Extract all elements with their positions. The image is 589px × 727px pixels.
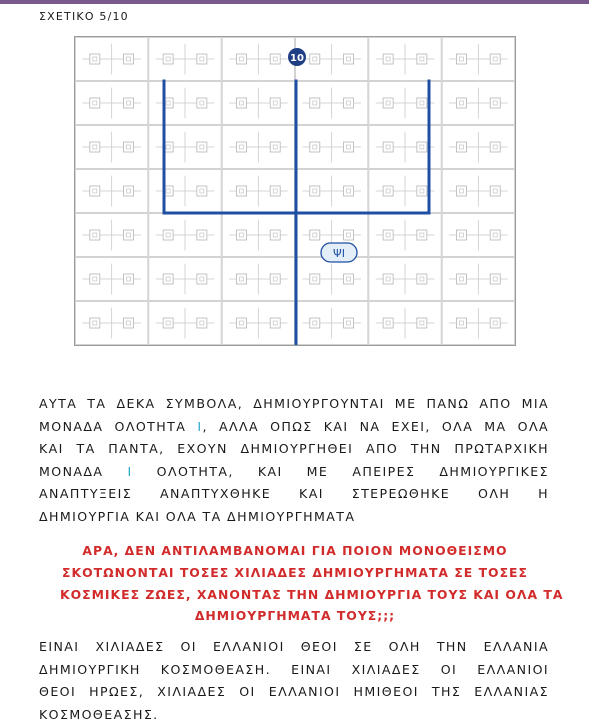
- cell-symbol-icon: [456, 98, 466, 108]
- cell-symbol-icon: [124, 142, 134, 152]
- grid-cell: [442, 258, 514, 301]
- grid-cell: [442, 38, 514, 81]
- grid-cell: [222, 82, 294, 125]
- cell-symbol-icon: [344, 186, 354, 196]
- cell-symbol-icon: [270, 142, 280, 152]
- grid-cell: [222, 258, 294, 301]
- cell-symbol-icon: [270, 54, 280, 64]
- paragraph-2-line: ΕΙΝΑΙ ΧΙΛΙΑΔΕΣ ΟΙ ΕΛΛΑΝΙΟΙ ΘΕΟΙ ΣΕ ΟΛΗ ΤΗΝ ΕΛΛΑΝΙΑ: [39, 639, 549, 654]
- grid-cell: [222, 38, 294, 81]
- cell-symbol-icon: [383, 142, 393, 152]
- cell-symbol-icon: [236, 318, 246, 328]
- cell-symbol-icon: [124, 274, 134, 284]
- cell-symbol-icon: [344, 230, 354, 240]
- grid-cell: [149, 126, 221, 169]
- paragraph-2-line: ΔΗΜΙΟΥΡΓΙΚΗ ΚΟΣΜΟΘΕΑΣΗ. ΕΙΝΑΙ ΧΙΛΙΑΔΕΣ ΟΙ ΕΛΛΑΝΙΟΙ: [39, 661, 549, 677]
- cell-symbol-icon: [236, 98, 246, 108]
- cell-symbol-icon: [163, 230, 173, 240]
- cell-symbol-icon: [310, 142, 320, 152]
- cell-symbol-icon: [417, 98, 427, 108]
- paragraph-1-line: ΜΟΝΑΔΑ Ι ΟΛΟΤΗΤΑ, ΚΑΙ ΜΕ ΑΠΕΙΡΕΣ ΔΗΜΙΟΥΡΓΙΚΕΣ: [39, 463, 549, 479]
- paragraph-1-line: ΜΟΝΑΔΑ ΟΛΟΤΗΤΑ Ι, ΑΛΛΑ ΟΠΩΣ ΚΑΙ ΝΑ ΕΧΕΙ, ΟΛΑ ΜΑ ΟΛΑ: [39, 418, 549, 434]
- cell-symbol-icon: [90, 54, 100, 64]
- cell-symbol-icon: [383, 54, 393, 64]
- cell-symbol-icon: [417, 318, 427, 328]
- grid-cell: [222, 170, 294, 213]
- grid-cell: [76, 302, 148, 345]
- cell-symbol-icon: [270, 230, 280, 240]
- cell-symbol-icon: [197, 186, 207, 196]
- grid-cell: [76, 258, 148, 301]
- grid-cell: [369, 214, 441, 257]
- grid-cell: [296, 38, 368, 81]
- cell-symbol-icon: [456, 318, 466, 328]
- question-paragraph: [60, 540, 564, 627]
- cell-symbol-icon: [270, 274, 280, 284]
- cell-symbol-icon: [490, 54, 500, 64]
- cell-symbol-icon: [197, 142, 207, 152]
- cell-symbol-icon: [197, 274, 207, 284]
- grid-cell: [149, 38, 221, 81]
- cell-symbol-icon: [124, 186, 134, 196]
- cell-symbol-icon: [310, 274, 320, 284]
- grid-cell: [149, 214, 221, 257]
- paragraph-1-line: ΔΗΜΙΟΥΡΓΙΑ ΚΑΙ ΟΛΑ ΤΑ ΔΗΜΙΟΥΡΓΗΜΑΤΑ: [39, 508, 356, 524]
- grid-cell: [442, 302, 514, 345]
- cell-symbol-icon: [456, 142, 466, 152]
- grid-cell: [442, 82, 514, 125]
- cell-symbol-icon: [90, 274, 100, 284]
- cell-symbol-icon: [310, 186, 320, 196]
- grid-cell: [296, 126, 368, 169]
- paragraph-1-line: ΑΝΑΠΤΥΞΕΙΣ ΑΝΑΠΤΥΧΘΗΚΕ ΚΑΙ ΣΤΕΡΕΩΘΗΚΕ ΟΛΗ Η: [39, 486, 549, 502]
- diagram-svg: [75, 37, 515, 345]
- grid-cell: [76, 126, 148, 169]
- page-header: ΣΧΕΤΙΚΟ 5/10: [39, 10, 129, 23]
- cell-symbol-icon: [197, 54, 207, 64]
- top-marker-label: 10: [290, 53, 304, 64]
- cell-symbol-icon: [310, 98, 320, 108]
- top-accent-bar: [0, 0, 589, 4]
- cell-symbol-icon: [124, 230, 134, 240]
- top-marker: [288, 48, 306, 66]
- paragraph-2: [39, 636, 549, 726]
- cell-symbol-icon: [383, 318, 393, 328]
- grid-cell: [369, 38, 441, 81]
- cell-symbol-icon: [236, 142, 246, 152]
- cell-symbol-icon: [236, 230, 246, 240]
- question-line: ΑΡΑ, ΔΕΝ ΑΝΤΙΛΑΜΒΑΝΟΜΑΙ ΓΙΑ ΠΟΙΟΝ ΜΟΝΟΘΕΙΣΜΟ: [82, 543, 508, 558]
- cell-symbol-icon: [456, 186, 466, 196]
- cell-symbol-icon: [270, 98, 280, 108]
- cell-symbol-icon: [197, 318, 207, 328]
- cell-symbol-icon: [236, 274, 246, 284]
- grid-cell: [296, 302, 368, 345]
- cell-symbol-icon: [90, 318, 100, 328]
- cell-symbol-icon: [456, 54, 466, 64]
- cell-symbol-icon: [344, 98, 354, 108]
- grid-cell: [149, 82, 221, 125]
- cell-symbol-icon: [490, 318, 500, 328]
- grid-cell: [369, 302, 441, 345]
- grid-cell: [296, 170, 368, 213]
- cell-symbol-icon: [383, 98, 393, 108]
- cell-symbol-icon: [344, 142, 354, 152]
- paragraph-1-line: ΑΥΤΑ ΤΑ ΔΕΚΑ ΣΥΜΒΟΛΑ, ΔΗΜΙΟΥΡΓΟΥΝΤΑΙ ΜΕ ΠΑΝΩ ΑΠΟ ΜΙΑ: [39, 396, 549, 411]
- cell-symbol-icon: [310, 54, 320, 64]
- symbol-diagram: [74, 36, 516, 346]
- cell-symbol-icon: [90, 98, 100, 108]
- cell-symbol-icon: [124, 318, 134, 328]
- bottom-label-badge: [321, 243, 357, 262]
- cell-symbol-icon: [90, 142, 100, 152]
- grid-cell: [222, 126, 294, 169]
- cell-symbol-icon: [490, 142, 500, 152]
- cell-symbol-icon: [417, 230, 427, 240]
- cell-symbol-icon: [383, 186, 393, 196]
- cell-symbol-icon: [197, 230, 207, 240]
- grid-cell: [222, 302, 294, 345]
- question-line: ΚΟΣΜΙΚΕΣ ΖΩΕΣ, ΧΑΝΟΝΤΑΣ ΤΗΝ ΔΗΜΙΟΥΡΓΙΑ ΤΟΥΣ ΚΑΙ ΟΛΑ ΤΑ: [60, 586, 564, 602]
- cell-symbol-icon: [417, 274, 427, 284]
- symbol-structure: [164, 81, 429, 345]
- accent-letter: Ι: [127, 463, 133, 479]
- cell-symbol-icon: [310, 318, 320, 328]
- grid-cell: [76, 38, 148, 81]
- grid-cell: [149, 302, 221, 345]
- cell-symbol-icon: [124, 98, 134, 108]
- cell-symbol-icon: [90, 186, 100, 196]
- cell-symbol-icon: [490, 98, 500, 108]
- cell-symbol-icon: [456, 230, 466, 240]
- grid-cell: [296, 258, 368, 301]
- grid-cell: [222, 214, 294, 257]
- grid-cell: [296, 82, 368, 125]
- cell-symbol-icon: [124, 54, 134, 64]
- bottom-label-text: ΨΙ: [333, 247, 345, 260]
- cell-symbol-icon: [236, 54, 246, 64]
- question-line: ΔΗΜΙΟΥΡΓΗΜΑΤΑ ΤΟΥΣ;;;: [194, 608, 396, 624]
- cell-symbol-icon: [197, 98, 207, 108]
- cell-symbol-icon: [344, 318, 354, 328]
- cell-symbol-icon: [490, 186, 500, 196]
- cell-symbol-icon: [383, 274, 393, 284]
- grid-cell: [442, 214, 514, 257]
- cell-symbol-icon: [236, 186, 246, 196]
- paragraph-1-line: ΚΑΙ ΤΑ ΠΑΝΤΑ, ΕΧΟΥΝ ΔΗΜΙΟΥΡΓΗΘΕΙ ΑΠΟ ΤΗΝ ΠΡΩΤΑΡΧΙΚΗ: [39, 441, 549, 457]
- cell-symbol-icon: [270, 186, 280, 196]
- cell-symbol-icon: [490, 274, 500, 284]
- cell-symbol-icon: [456, 274, 466, 284]
- grid-cell: [149, 170, 221, 213]
- grid-cell: [369, 258, 441, 301]
- grid-cell: [76, 214, 148, 257]
- cell-symbol-icon: [417, 186, 427, 196]
- grid-cell: [442, 126, 514, 169]
- cell-symbol-icon: [163, 274, 173, 284]
- grid-cell: [76, 82, 148, 125]
- paragraph-1: [39, 393, 549, 529]
- cell-symbol-icon: [383, 230, 393, 240]
- accent-letter: Ι: [197, 418, 203, 434]
- cell-symbol-icon: [344, 274, 354, 284]
- grid-cell: [442, 170, 514, 213]
- cell-symbol-icon: [90, 230, 100, 240]
- cell-symbol-icon: [344, 54, 354, 64]
- grid-cell: [149, 258, 221, 301]
- paragraph-2-line: ΘΕΟΙ ΗΡΩΕΣ, ΧΙΛΙΑΔΕΣ ΟΙ ΕΛΛΑΝΙΟΙ ΗΜΙΘΕΟΙ ΤΗΣ ΕΛΛΑΝΙΑΣ: [39, 684, 549, 700]
- cell-symbol-icon: [417, 142, 427, 152]
- cell-symbol-icon: [163, 318, 173, 328]
- cell-symbol-icon: [310, 230, 320, 240]
- cell-symbol-icon: [270, 318, 280, 328]
- grid-cell: [76, 170, 148, 213]
- question-line: ΣΚΟΤΩΝΟΝΤΑΙ ΤΟΣΕΣ ΧΙΛΙΑΔΕΣ ΔΗΜΙΟΥΡΓΗΜΑΤΑ ΣΕ ΤΟΣΕΣ: [62, 564, 528, 580]
- cell-symbol-icon: [163, 54, 173, 64]
- cell-symbol-icon: [490, 230, 500, 240]
- paragraph-2-line: ΚΟΣΜΟΘΕΑΣΗΣ.: [39, 706, 159, 722]
- cell-symbol-icon: [417, 54, 427, 64]
